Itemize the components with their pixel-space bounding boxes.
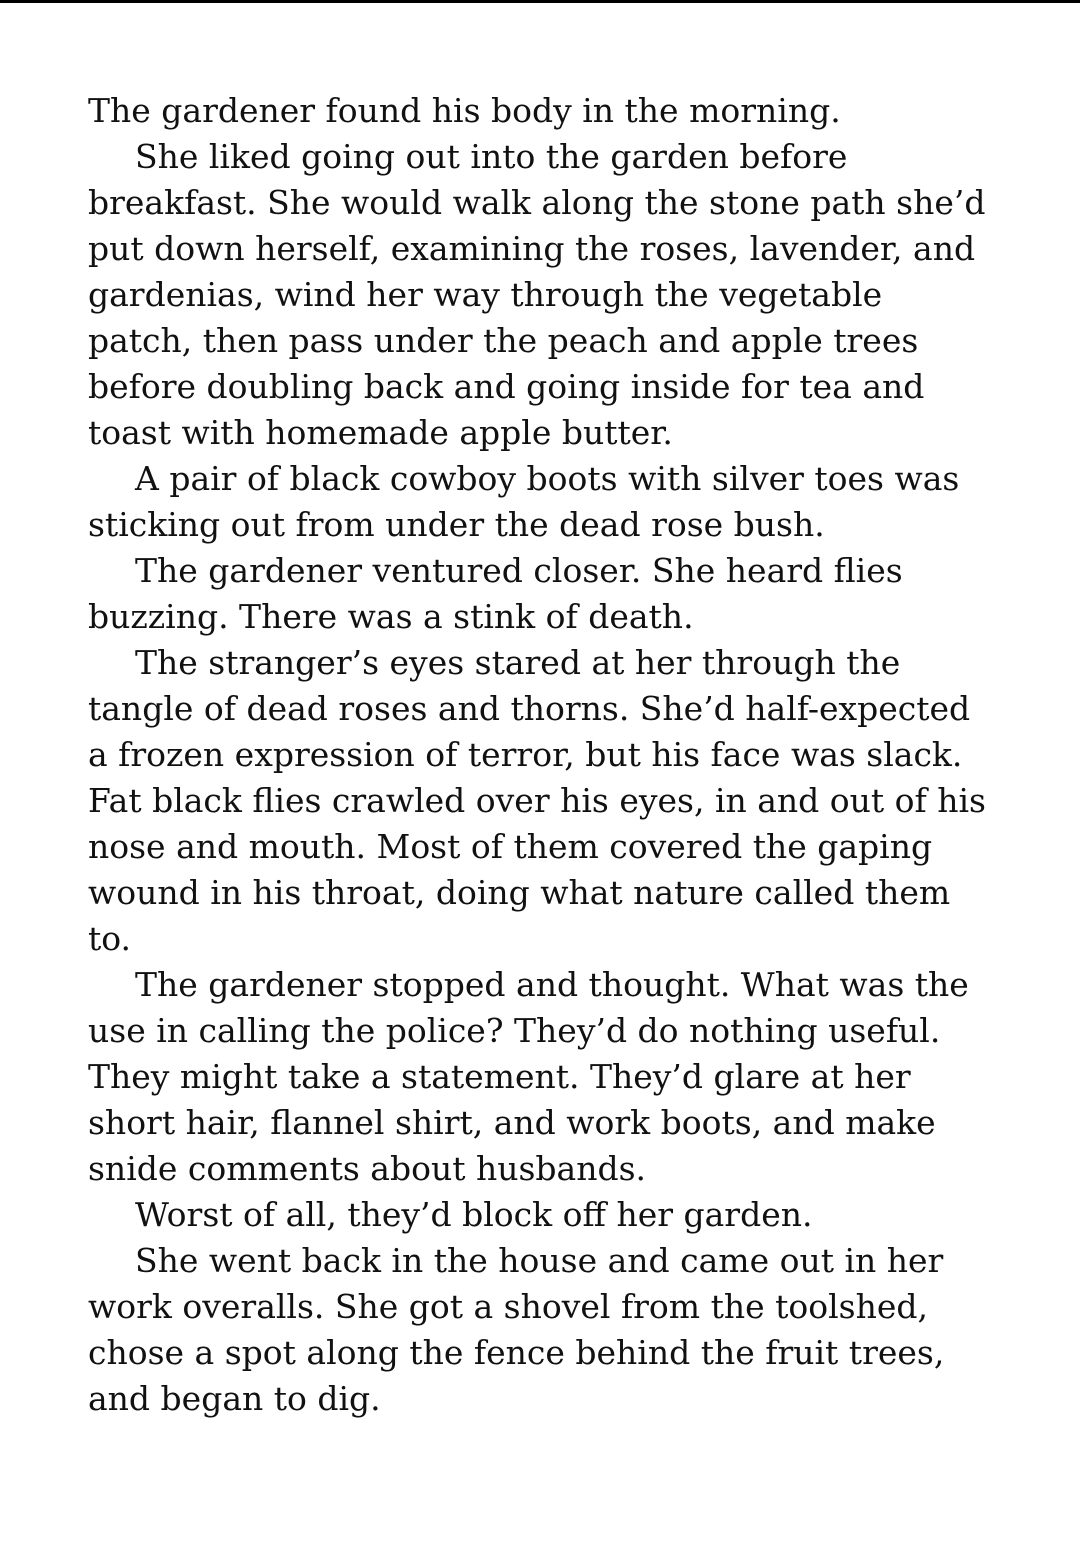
paragraph-2: She liked going out into the garden before breakfast. She would walk along the stone path she’d put down herself, examining the roses, lavender, and gardenias, wind her way through the vegetable patch, then pass under the peach and apple trees before doubling back and going inside for tea and toast with homemade apple butter. xyxy=(88,137,986,452)
paragraph-3: A pair of black cowboy boots with silver toes was sticking out from under the dead rose bush. xyxy=(88,459,960,544)
paragraph-7: Worst of all, they’d block off her garden. xyxy=(135,1195,813,1234)
top-border xyxy=(0,0,1080,3)
paragraph-6: The gardener stopped and thought. What was the use in calling the police? They’d do nothing useful. They might take a statement. They’d glare at her short hair, flannel shirt, and work boots, and make snide comments about husbands. xyxy=(88,965,969,1188)
paragraph-5: The stranger’s eyes stared at her through the tangle of dead roses and thorns. She’d half-expected a frozen expression of terror, but his face was slack. Fat black flies crawled over his eyes, in and out of his nose and mouth. Most of them covered the gaping wound in his throat, doing what nature called them to. xyxy=(88,643,986,958)
paragraph-1: The gardener found his body in the morning. xyxy=(88,91,841,130)
document-body xyxy=(88,88,988,1422)
paragraph-8: She went back in the house and came out in her work overalls. She got a shovel from the toolshed, chose a spot along the fence behind the fruit trees, and began to dig. xyxy=(88,1241,945,1418)
paragraph-4: The gardener ventured closer. She heard flies buzzing. There was a stink of death. xyxy=(88,551,903,636)
